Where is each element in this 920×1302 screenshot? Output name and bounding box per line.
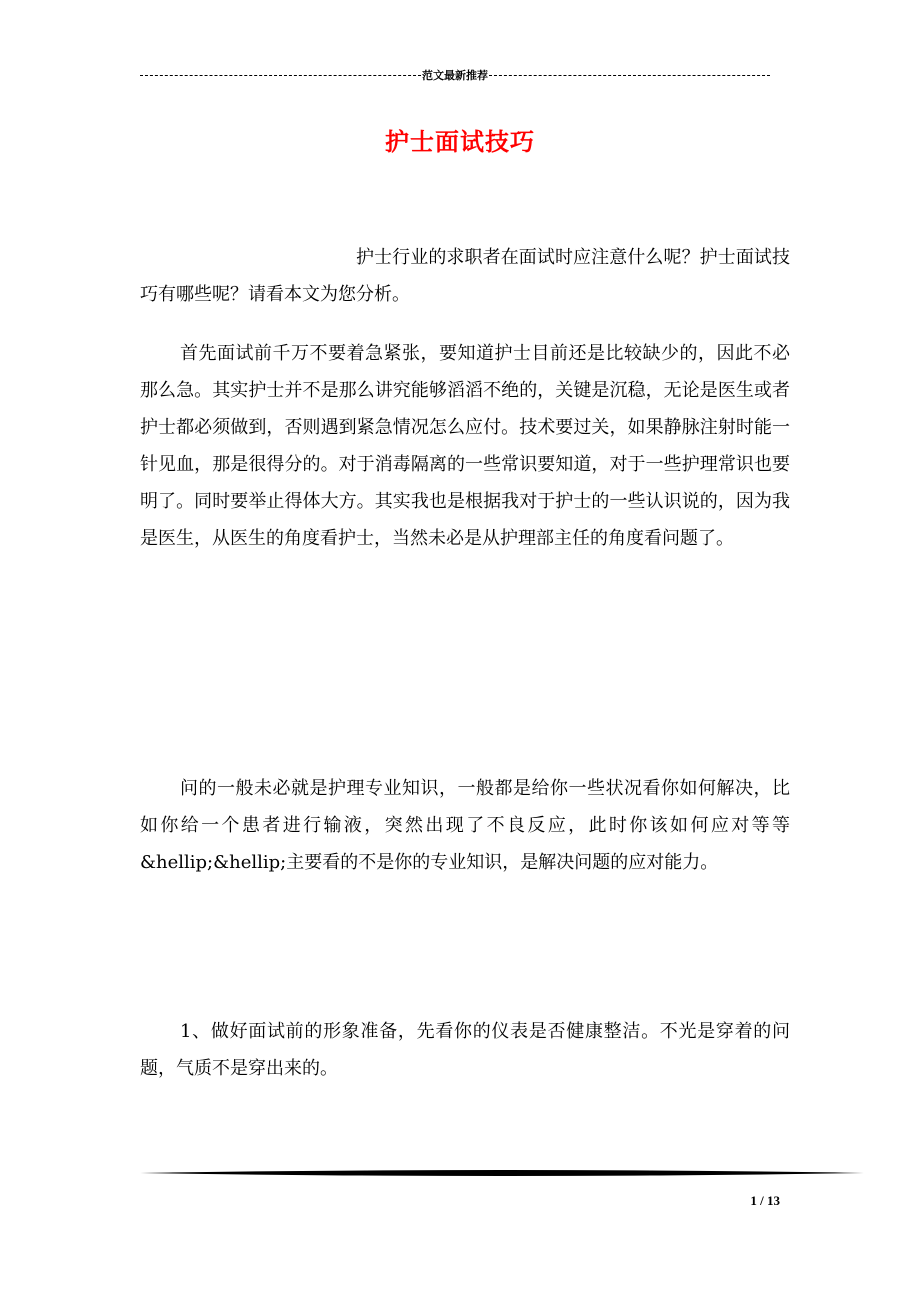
page-header [140,66,770,84]
header-dash-right [489,75,770,76]
paragraph-intro: 护士行业的求职者在面试时应注意什么呢？护士面试技巧有哪些呢？请看本文为您分析。 [140,247,790,305]
paragraph-questions: 问的一般未必就是护理专业知识，一般都是给你一些状况看你如何解决，比如你给一个患者进行输液，突然出现了不良反应，此时你该如何应对等等&hellip;&hellip;主要看的不是你的专业知识，是解决问题的应对能力。 [140,778,790,873]
header-label: 范文最新推荐 [422,70,488,82]
paragraph-preparation: 首先面试前千万不要着急紧张，要知道护士目前还是比较缺少的，因此不必那么急。其实护士并不是那么讲究能够滔滔不绝的，关键是沉稳，无论是医生或者护士都必须做到，否则遇到紧急情况怎么应付。技术要过关，如果静脉注射时能一针见血，那是很得分的。对于消毒隔离的一些常识要知道，对于一些护理常识也要明了。同时要举止得体大方。其实我也是根据我对于护士的一些认识说的，因为我是医生，从医生的角度看护士，当然未必是从护理部主任的角度看问题了。 [140,343,790,549]
page-number: 1 / 13 [750,1193,780,1208]
paragraph-point-1: 1、做好面试前的形象准备，先看你的仪表是否健康整洁。不光是穿着的问题，气质不是穿出来的。 [140,1021,790,1079]
header-dash-left [140,75,421,76]
document-title: 护士面试技巧 [385,127,535,156]
footer-rule [140,1168,864,1178]
